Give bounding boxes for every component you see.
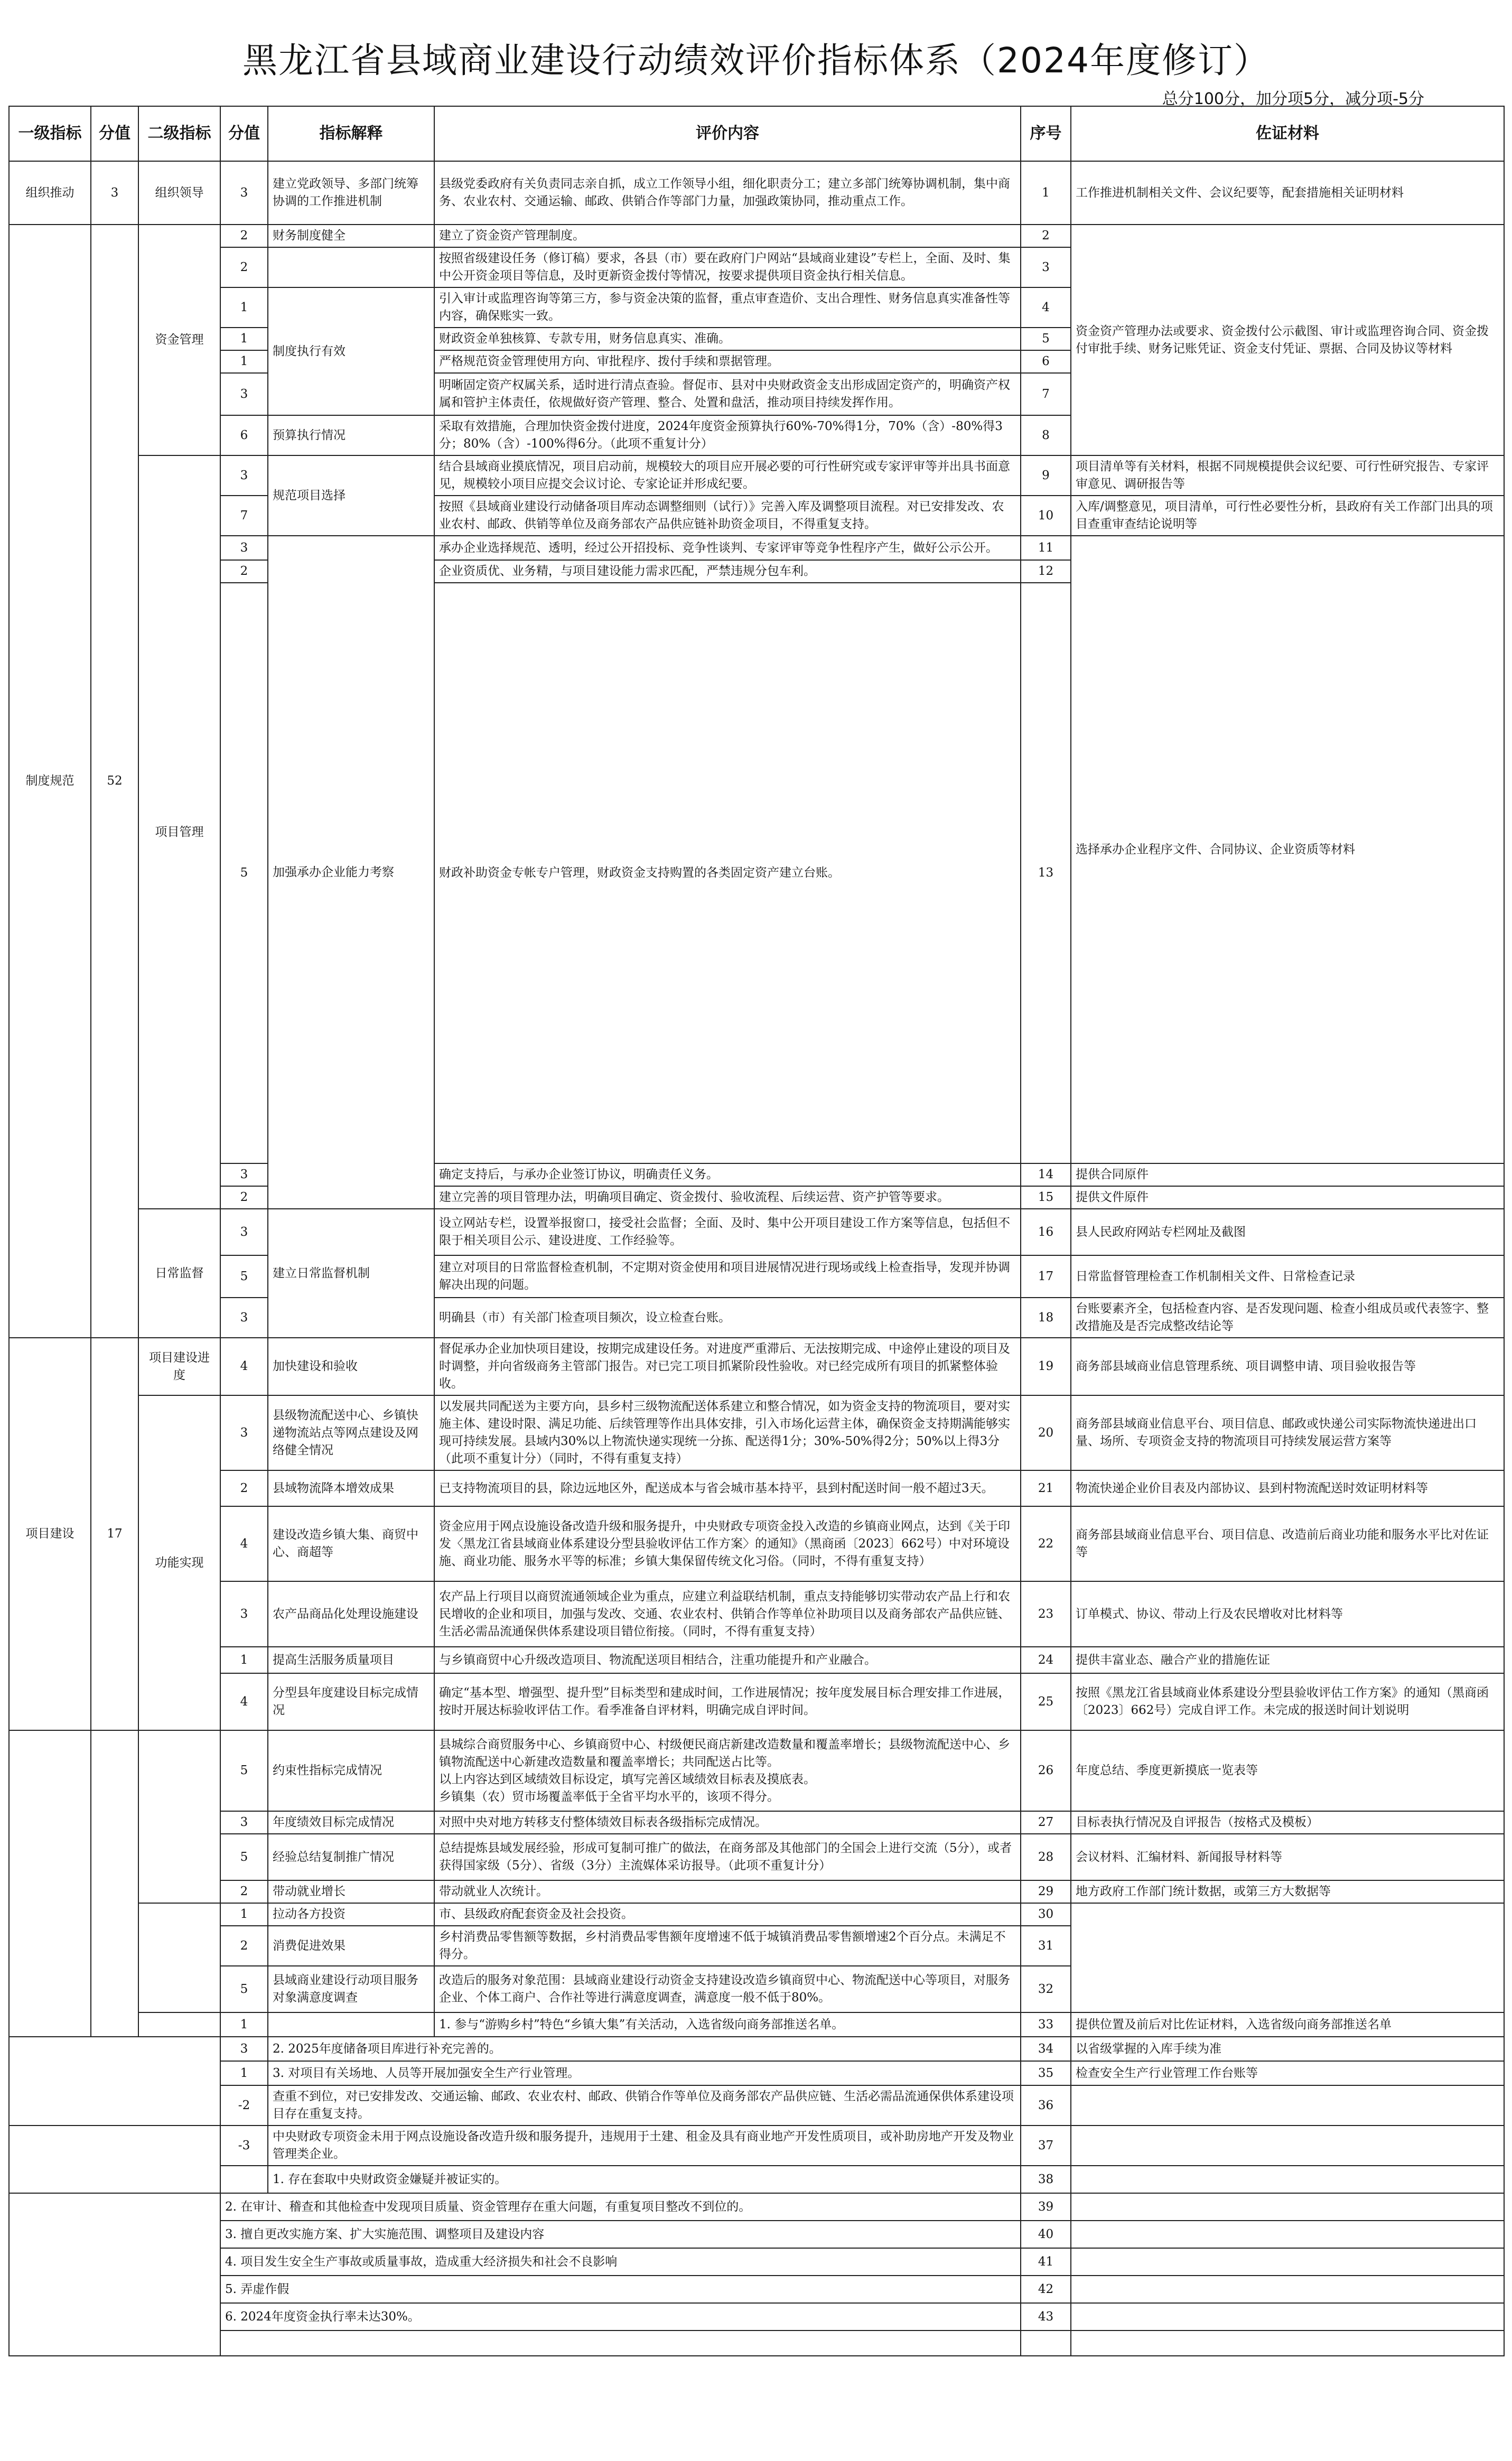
serial-number: 6 xyxy=(1021,350,1071,373)
table-row xyxy=(9,2221,1504,2248)
content-cell: 2. 2025年度储备项目库进行补充完善的。 xyxy=(268,2037,1021,2061)
explanation-cell: 建立党政领导、多部门统筹协调的工作推进机制 xyxy=(268,161,434,225)
serial-number: 18 xyxy=(1021,1298,1071,1338)
content-cell: 确定支持后，与承办企业签订协议，明确责任义务。 xyxy=(434,1163,1021,1186)
col-header-number: 序号 xyxy=(1021,106,1071,161)
content-cell: 督促承办企业加快项目建设，按期完成建设任务。对进度严重滞后、无法按期完成、中途停止建设的项目及时调整，并向省级商务主管部门报告。对已完工项目抓紧阶段性验收。对已经完成所有项目的抓紧整体验收。 xyxy=(434,1338,1021,1395)
content-cell: 1. 存在套取中央财政资金嫌疑并被证实的。 xyxy=(268,2166,1021,2193)
content-cell: 4. 项目发生安全生产事故或质量事故，造成重大经济损失和社会不良影响 xyxy=(220,2248,1021,2276)
level2-score: 4 xyxy=(220,1338,268,1395)
explanation-cell: 带动就业增长 xyxy=(268,1880,434,1903)
level2-score: 3 xyxy=(220,1581,268,1647)
table-row xyxy=(9,2166,1504,2193)
content-cell: 1. 参与“游购乡村”特色“乡镇大集”有关活动，入选省级向商务部推送名单。 xyxy=(434,2012,1021,2037)
level1-indicator xyxy=(9,1730,91,2037)
evidence-cell xyxy=(1071,2166,1504,2193)
content-cell: 农产品上行项目以商贸流通领域企业为重点，应建立利益联结机制，重点支持能够切实带动农产品上行和农民增收的企业和项目，加强与发改、交通、农业农村、供销合作等单位补助项目以及商务部农产品供应链、生活必需品流通保供体系建设项目错位衔接。（同时，不得有重复支持） xyxy=(434,1581,1021,1647)
level2-indicator: 资金管理 xyxy=(138,225,220,455)
content-cell: 市、县级政府配套资金及社会投资。 xyxy=(434,1903,1021,1926)
level1-indicator xyxy=(9,2037,220,2126)
content-cell: 2. 在审计、稽查和其他检查中发现项目质量、资金管理存在重大问题，有重复项目整改不到位的。 xyxy=(220,2193,1021,2221)
table-row xyxy=(9,1581,1504,1647)
page-title: 黑龙江省县域商业建设行动绩效评价指标体系（2024年度修订） xyxy=(242,40,1270,81)
serial-number: 27 xyxy=(1021,1811,1071,1834)
serial-number: 29 xyxy=(1021,1880,1071,1903)
evidence-cell xyxy=(1071,2248,1504,2276)
serial-number: 28 xyxy=(1021,1834,1071,1880)
table-row xyxy=(9,2037,1504,2061)
content-cell: 对照中央对地方转移支付整体绩效目标表各级指标完成情况。 xyxy=(434,1811,1021,1834)
content-cell: 严格规范资金管理使用方向、审批程序、拨付手续和票据管理。 xyxy=(434,350,1021,373)
serial-number: 23 xyxy=(1021,1581,1071,1647)
content-cell: 财政资金单独核算、专款专用，财务信息真实、准确。 xyxy=(434,328,1021,350)
evidence-cell xyxy=(1071,2085,1504,2126)
table-row xyxy=(9,1647,1504,1673)
content-cell: 县城综合商贸服务中心、乡镇商贸中心、村级便民商店新建改造数量和覆盖率增长；县级物流配送中心、乡镇物流配送中心新建改造数量和覆盖率增长；共同配送占比等。 以上内容达到区域绩效目标设定，填写完善区域绩效目标表及摸底表。 乡镇集（农）贸市场覆盖率低于全省平均水平的，该项不得分。 xyxy=(434,1730,1021,1811)
evidence-cell: 日常监督管理检查工作机制相关文件、日常检查记录 xyxy=(1071,1255,1504,1298)
explanation-cell: 加快建设和验收 xyxy=(268,1338,434,1395)
evidence-cell: 商务部县域商业信息平台、项目信息、邮政或快递公司实际物流快递进出口量、场所、专项资金支持的物流项目可持续发展运营方案等 xyxy=(1071,1395,1504,1470)
level2-score: 3 xyxy=(220,1209,268,1255)
level2-score: 3 xyxy=(220,1163,268,1186)
level1-score xyxy=(91,1730,138,2037)
evidence-cell: 项目清单等有关材料，根据不同规模提供会议纪要、可行性研究报告、专家评审意见、调研报告等 xyxy=(1071,455,1504,496)
evidence-cell: 提供合同原件 xyxy=(1071,1163,1504,1186)
serial-number: 30 xyxy=(1021,1903,1071,1926)
table-row xyxy=(9,225,1504,247)
table-row xyxy=(9,1811,1504,1834)
level2-score: 1 xyxy=(220,2012,268,2037)
content-cell: 3. 擅自更改实施方案、扩大实施范围、调整项目及建设内容 xyxy=(220,2221,1021,2248)
content-cell: 中央财政专项资金未用于网点设施设备改造升级和服务提升，违规用于土建、租金及具有商业地产开发性质项目，或补助房地产开发及物业管理类企业。 xyxy=(268,2126,1021,2166)
level2-score: 1 xyxy=(220,328,268,350)
explanation-cell: 建设改造乡镇大集、商贸中心、商超等 xyxy=(268,1506,434,1581)
content-cell: 财政补助资金专帐专户管理，财政资金支持购置的各类固定资产建立台账。 xyxy=(434,583,1021,1163)
table-row xyxy=(9,2276,1504,2303)
explanation-cell: 建立日常监督机制 xyxy=(268,1209,434,1338)
level2-score: 6 xyxy=(220,415,268,455)
level2-score: 5 xyxy=(220,1730,268,1811)
col-header-level1: 一级指标 xyxy=(9,106,91,161)
evidence-cell: 订单模式、协议、带动上行及农民增收对比材料等 xyxy=(1071,1581,1504,1647)
evidence-cell: 资金资产管理办法或要求、资金拨付公示截图、审计或监理咨询合同、资金拨付审批手续、财务记账凭证、资金支付凭证、票据、合同及协议等材料 xyxy=(1071,225,1504,455)
col-header-explanation: 指标解释 xyxy=(268,106,434,161)
table-row xyxy=(9,161,1504,225)
explanation-cell: 规范项目选择 xyxy=(268,455,434,536)
level2-indicator: 组织领导 xyxy=(138,161,220,225)
content-cell: 建立完善的项目管理办法，明确项目确定、资金拨付、验收流程、后续运营、资产护管等要求。 xyxy=(434,1186,1021,1209)
serial-number: 17 xyxy=(1021,1255,1071,1298)
content-cell: 结合县域商业摸底情况，项目启动前，规模较大的项目应开展必要的可行性研究或专家评审等并出具书面意见，规模较小项目应提交会议讨论、专家论证并形成纪要。 xyxy=(434,455,1021,496)
level1-indicator: 项目建设 xyxy=(9,1338,91,1730)
serial-number: 15 xyxy=(1021,1186,1071,1209)
content-cell: 企业资质优、业务精，与项目建设能力需求匹配，严禁违规分包车利。 xyxy=(434,560,1021,583)
level1-indicator: 组织推动 xyxy=(9,161,91,225)
explanation-cell: 拉动各方投资 xyxy=(268,1903,434,1926)
serial-number: 38 xyxy=(1021,2166,1071,2193)
table-row xyxy=(9,1298,1504,1338)
evidence-cell xyxy=(1071,1903,1504,2012)
level2-score: 7 xyxy=(220,496,268,536)
evidence-cell: 目标表执行情况及自评报告（按格式及模板） xyxy=(1071,1811,1504,1834)
content-cell: 承办企业选择规范、透明，经过公开招投标、竞争性谈判、专家评审等竞争性程序产生，做好公示公开。 xyxy=(434,536,1021,560)
content-cell: 与乡镇商贸中心升级改造项目、物流配送项目相结合，注重功能提升和产业融合。 xyxy=(434,1647,1021,1673)
level2-score: 2 xyxy=(220,225,268,247)
content-cell: 总结提炼县域发展经验，形成可复制可推广的做法，在商务部及其他部门的全国会上进行交流（5分），或者获得国家级（5分）、省级（3分）主流媒体采访报导。（此项不重复计分） xyxy=(434,1834,1021,1880)
level2-indicator: 项目建设进度 xyxy=(138,1338,220,1395)
col-header-level2: 二级指标 xyxy=(138,106,220,161)
content-cell: 确定“基本型、增强型、提升型”目标类型和建成时间，工作进展情况；按年度发展目标合理安排工作进展，按时开展达标验收评估工作。看季准备自评材料，明确完成自评时间。 xyxy=(434,1673,1021,1730)
serial-number: 25 xyxy=(1021,1673,1071,1730)
serial-number: 3 xyxy=(1021,247,1071,287)
table-row xyxy=(9,1880,1504,1903)
evidence-cell: 入库/调整意见，项目清单，可行性必要性分析，县政府有关工作部门出具的项目查重审查结论说明等 xyxy=(1071,496,1504,536)
evidence-cell: 地方政府工作部门统计数据，或第三方大数据等 xyxy=(1071,1880,1504,1903)
level2-score: -3 xyxy=(220,2126,268,2166)
evidence-cell: 县人民政府网站专栏网址及截图 xyxy=(1071,1209,1504,1255)
table-row xyxy=(9,2012,1504,2037)
level2-score: 3 xyxy=(220,1298,268,1338)
content-cell: 按照《县域商业建设行动储备项目库动态调整细则（试行）》完善入库及调整项目流程。对已安排发改、农业农村、邮政、供销等单位及商务部农产品供应链补助资金项目，不得重复支持。 xyxy=(434,496,1021,536)
table-row xyxy=(9,1834,1504,1880)
table-row xyxy=(9,1255,1504,1298)
level2-score: 5 xyxy=(220,1834,268,1880)
serial-number: 4 xyxy=(1021,287,1071,328)
table-row xyxy=(9,1209,1504,1255)
level2-score: 2 xyxy=(220,1880,268,1903)
explanation-cell: 提高生活服务质量项目 xyxy=(268,1647,434,1673)
table-row xyxy=(9,2331,1504,2356)
serial-number: 2 xyxy=(1021,225,1071,247)
level2-score xyxy=(220,2166,268,2193)
evidence-cell xyxy=(1071,2126,1504,2166)
level2-indicator xyxy=(138,2012,220,2037)
content-cell: 资金应用于网点设施设备改造升级和服务提升，中央财政专项资金投入改造的乡镇商业网点，达到《关于印发〈黑龙江省县域商业体系建设分型县验收评估工作方案〉的通知》（黑商函〔2023〕662号）中对环境设施、商业功能、服务水平等的标准；乡镇大集保留传统文化习俗。（同时，不得有重复支持） xyxy=(434,1506,1021,1581)
table-row xyxy=(9,1470,1504,1506)
evidence-cell: 物流快递企业价目表及内部协议、县到村物流配送时效证明材料等 xyxy=(1071,1470,1504,1506)
content-cell: 采取有效措施，合理加快资金拨付进度，2024年度资金预算执行60%-70%得1分，70%（含）-80%得3分；80%（含）-100%得6分。（此项不重复计分） xyxy=(434,415,1021,455)
serial-number xyxy=(1021,2331,1071,2356)
content-cell: 3. 对项目有关场地、人员等开展加强安全生产行业管理。 xyxy=(268,2061,1021,2085)
content-cell: 带动就业人次统计。 xyxy=(434,1880,1021,1903)
table-row xyxy=(9,1395,1504,1470)
serial-number: 12 xyxy=(1021,560,1071,583)
level2-score: 2 xyxy=(220,1926,268,1966)
serial-number: 42 xyxy=(1021,2276,1071,2303)
level2-indicator xyxy=(138,1730,220,1903)
explanation-cell: 加强承办企业能力考察 xyxy=(268,536,434,1209)
evidence-cell: 提供位置及前后对比佐证材料，入选省级向商务部推送名单 xyxy=(1071,2012,1504,2037)
evidence-cell: 年度总结、季度更新摸底一览表等 xyxy=(1071,1730,1504,1811)
level2-score: 3 xyxy=(220,1395,268,1470)
level2-score: 5 xyxy=(220,1966,268,2012)
level2-score: 3 xyxy=(220,2037,268,2061)
explanation-cell: 财务制度健全 xyxy=(268,225,434,247)
serial-number: 34 xyxy=(1021,2037,1071,2061)
serial-number: 39 xyxy=(1021,2193,1071,2221)
content-cell: 按照省级建设任务（修订稿）要求，各县（市）要在政府门户网站“县域商业建设”专栏上，全面、及时、集中公开资金项目等信息，及时更新资金拨付等情况，按要求提供项目资金执行相关信息。 xyxy=(434,247,1021,287)
table-row xyxy=(9,1338,1504,1395)
level2-score: 2 xyxy=(220,1470,268,1506)
evidence-cell xyxy=(1071,2331,1504,2356)
header-row xyxy=(9,106,1504,161)
content-cell: 建立对项目的日常监督检查机制，不定期对资金使用和项目进展情况进行现场或线上检查指导，发现并协调解决出现的问题。 xyxy=(434,1255,1021,1298)
level2-score: 3 xyxy=(220,536,268,560)
content-cell: 以发展共同配送为主要方向，县乡村三级物流配送体系建立和整合情况，如为资金支持的物流项目，要对实施主体、建设时限、满足功能、后续管理等作出具体安排，引入市场化运营主体，确保资金支持期满能够实现可持续发展。县域内30%以上物流快递实现统一分拣、配送得1分；30%-50%得2分；50%以上得3分（此项不重复计分）（同时，不得有重复支持） xyxy=(434,1395,1021,1470)
serial-number: 11 xyxy=(1021,536,1071,560)
evidence-cell xyxy=(1071,2276,1504,2303)
evidence-cell xyxy=(1071,2221,1504,2248)
score-note: 总分100分，加分项5分，减分项-5分 xyxy=(1162,90,1424,108)
explanation-cell xyxy=(268,247,434,287)
content-cell: 引入审计或监理咨询等第三方，参与资金决策的监督，重点审查造价、支出合理性、财务信息真实准备性等内容，确保账实一致。 xyxy=(434,287,1021,328)
table-row xyxy=(9,536,1504,560)
table-row xyxy=(9,2303,1504,2331)
table-row xyxy=(9,2061,1504,2085)
level2-score: 4 xyxy=(220,1673,268,1730)
table-row xyxy=(9,2248,1504,2276)
serial-number: 26 xyxy=(1021,1730,1071,1811)
explanation-cell: 制度执行有效 xyxy=(268,287,434,415)
table-row xyxy=(9,496,1504,536)
table-row xyxy=(9,2193,1504,2221)
explanation-cell xyxy=(268,2012,434,2037)
serial-number: 7 xyxy=(1021,373,1071,415)
indicator-table xyxy=(8,106,1505,2356)
level2-score: 1 xyxy=(220,1903,268,1926)
serial-number: 31 xyxy=(1021,1926,1071,1966)
serial-number: 22 xyxy=(1021,1506,1071,1581)
serial-number: 21 xyxy=(1021,1470,1071,1506)
level2-score: 2 xyxy=(220,1186,268,1209)
content-cell: 已支持物流项目的县，除边远地区外，配送成本与省会城市基本持平，县到村配送时间一般不超过3天。 xyxy=(434,1470,1021,1506)
explanation-cell: 约束性指标完成情况 xyxy=(268,1730,434,1811)
level2-score: 2 xyxy=(220,560,268,583)
content-cell: 明晰固定资产权属关系，适时进行清点查验。督促市、县对中央财政资金支出形成固定资产的，明确资产权属和管护主体责任，依规做好资产管理、整合、处置和盘活，推动项目持续发挥作用。 xyxy=(434,373,1021,415)
level1-score: 3 xyxy=(91,161,138,225)
serial-number: 36 xyxy=(1021,2085,1071,2126)
serial-number: 10 xyxy=(1021,496,1071,536)
serial-number: 35 xyxy=(1021,2061,1071,2085)
level2-score: 4 xyxy=(220,1506,268,1581)
content-cell: 6. 2024年度资金执行率未达30%。 xyxy=(220,2303,1021,2331)
serial-number: 9 xyxy=(1021,455,1071,496)
evidence-cell: 提供文件原件 xyxy=(1071,1186,1504,1209)
evidence-cell: 选择承办企业程序文件、合同协议、企业资质等材料 xyxy=(1071,536,1504,1163)
table-row xyxy=(9,1186,1504,1209)
level2-score: 1 xyxy=(220,287,268,328)
level2-score: 3 xyxy=(220,161,268,225)
explanation-cell: 县域物流降本增效成果 xyxy=(268,1470,434,1506)
serial-number: 13 xyxy=(1021,583,1071,1163)
content-cell: 5. 弄虚作假 xyxy=(220,2276,1021,2303)
evidence-cell: 以省级掌握的入库手续为准 xyxy=(1071,2037,1504,2061)
explanation-cell: 农产品商品化处理设施建设 xyxy=(268,1581,434,1647)
content-cell xyxy=(220,2331,1021,2356)
table-row xyxy=(9,455,1504,496)
content-cell: 县级党委政府有关负责同志亲自抓，成立工作领导小组，细化职责分工；建立多部门统筹协调机制，集中商务、农业农村、交通运输、邮政、供销合作等部门力量，加强政策协同，推动重点工作。 xyxy=(434,161,1021,225)
table-row xyxy=(9,2085,1504,2126)
serial-number: 33 xyxy=(1021,2012,1071,2037)
level2-score: 3 xyxy=(220,455,268,496)
explanation-cell: 预算执行情况 xyxy=(268,415,434,455)
level1-indicator: 制度规范 xyxy=(9,225,91,1338)
level1-indicator xyxy=(9,2193,220,2356)
evidence-cell xyxy=(1071,2303,1504,2331)
level2-score: 3 xyxy=(220,373,268,415)
level2-score: 5 xyxy=(220,583,268,1163)
explanation-cell: 消费促进效果 xyxy=(268,1926,434,1966)
explanation-cell: 经验总结复制推广情况 xyxy=(268,1834,434,1880)
serial-number: 1 xyxy=(1021,161,1071,225)
content-cell: 建立了资金资产管理制度。 xyxy=(434,225,1021,247)
table-row xyxy=(9,1903,1504,1926)
level2-score: 1 xyxy=(220,350,268,373)
col-header-score1: 分值 xyxy=(91,106,138,161)
evidence-cell: 台账要素齐全，包括检查内容、是否发现问题、检查小组成员或代表签字、整改措施及是否完成整改结论等 xyxy=(1071,1298,1504,1338)
evidence-cell: 商务部县域商业信息平台、项目信息、改造前后商业功能和服务水平比对佐证等 xyxy=(1071,1506,1504,1581)
level2-score: -2 xyxy=(220,2085,268,2126)
level2-indicator xyxy=(138,1903,220,2012)
level2-score: 1 xyxy=(220,1647,268,1673)
serial-number: 40 xyxy=(1021,2221,1071,2248)
serial-number: 41 xyxy=(1021,2248,1071,2276)
explanation-cell: 县级物流配送中心、乡镇快递物流站点等网点建设及网络健全情况 xyxy=(268,1395,434,1470)
table-row xyxy=(9,1730,1504,1811)
evidence-cell: 提供丰富业态、融合产业的措施佐证 xyxy=(1071,1647,1504,1673)
serial-number: 37 xyxy=(1021,2126,1071,2166)
serial-number: 8 xyxy=(1021,415,1071,455)
level2-score: 3 xyxy=(220,1811,268,1834)
serial-number: 20 xyxy=(1021,1395,1071,1470)
evidence-cell: 检查安全生产行业管理工作台账等 xyxy=(1071,2061,1504,2085)
col-header-score2: 分值 xyxy=(220,106,268,161)
serial-number: 43 xyxy=(1021,2303,1071,2331)
content-cell: 查重不到位，对已安排发改、交通运输、邮政、农业农村、邮政、供销合作等单位及商务部农产品供应链、生活必需品流通保供体系建设项目存在重复支持。 xyxy=(268,2085,1021,2126)
content-cell: 设立网站专栏，设置举报窗口，接受社会监督；全面、及时、集中公开项目建设工作方案等信息，包括但不限于相关项目公示、建设进度、工作经验等。 xyxy=(434,1209,1021,1255)
table-row xyxy=(9,1673,1504,1730)
explanation-cell: 分型县年度建设目标完成情况 xyxy=(268,1673,434,1730)
level1-score: 52 xyxy=(91,225,138,1338)
level2-score: 5 xyxy=(220,1255,268,1298)
level1-score: 17 xyxy=(91,1338,138,1730)
level2-indicator: 项目管理 xyxy=(138,455,220,1209)
table-row xyxy=(9,1163,1504,1186)
evidence-cell: 商务部县域商业信息管理系统、项目调整申请、项目验收报告等 xyxy=(1071,1338,1504,1395)
level1-indicator xyxy=(9,2126,220,2193)
serial-number: 14 xyxy=(1021,1163,1071,1186)
level2-indicator: 功能实现 xyxy=(138,1395,220,1730)
serial-number: 16 xyxy=(1021,1209,1071,1255)
evidence-cell: 会议材料、汇编材料、新闻报导材料等 xyxy=(1071,1834,1504,1880)
explanation-cell: 县域商业建设行动项目服务对象满意度调查 xyxy=(268,1966,434,2012)
col-header-content: 评价内容 xyxy=(434,106,1021,161)
serial-number: 5 xyxy=(1021,328,1071,350)
level2-score: 2 xyxy=(220,247,268,287)
col-header-evidence: 佐证材料 xyxy=(1071,106,1504,161)
level2-indicator: 日常监督 xyxy=(138,1209,220,1338)
evidence-cell: 按照《黑龙江省县域商业体系建设分型县验收评估工作方案》的通知（黑商函〔2023〕662号）完成自评工作。未完成的报送时间计划说明 xyxy=(1071,1673,1504,1730)
serial-number: 32 xyxy=(1021,1966,1071,2012)
table-row xyxy=(9,2126,1504,2166)
explanation-cell: 年度绩效目标完成情况 xyxy=(268,1811,434,1834)
content-cell: 改造后的服务对象范围：县域商业建设行动资金支持建设改造乡镇商贸中心、物流配送中心等项目，对服务企业、个体工商户、合作社等进行满意度调查，满意度一般不低于80%。 xyxy=(434,1966,1021,2012)
table-row xyxy=(9,1506,1504,1581)
content-cell: 乡村消费品零售额等数据，乡村消费品零售额年度增速不低于城镇消费品零售额增速2个百分点。未满足不得分。 xyxy=(434,1926,1021,1966)
serial-number: 19 xyxy=(1021,1338,1071,1395)
evidence-cell: 工作推进机制相关文件、会议纪要等，配套措施相关证明材料 xyxy=(1071,161,1504,225)
level2-score: 1 xyxy=(220,2061,268,2085)
evidence-cell xyxy=(1071,2193,1504,2221)
serial-number: 24 xyxy=(1021,1647,1071,1673)
content-cell: 明确县（市）有关部门检查项目频次，设立检查台账。 xyxy=(434,1298,1021,1338)
